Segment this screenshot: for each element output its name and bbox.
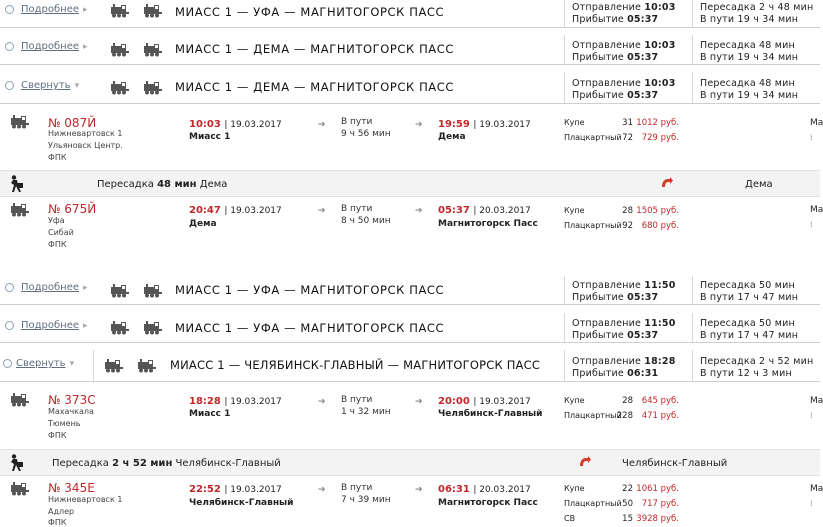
divider [564, 313, 565, 343]
train-number[interactable]: № 345Е [48, 481, 95, 495]
arrival-info: Прибытие 05:37 [572, 90, 659, 101]
seat-count: 22 [622, 484, 633, 494]
chevron-down-icon: ▾ [74, 80, 80, 91]
trip-duration: В пути 17 ч 47 мин [700, 330, 799, 341]
train-leg[interactable] [0, 108, 823, 172]
transfer-info: Пересадка 2 ч 52 мин [700, 356, 814, 367]
chevron-right-icon: ▸ [83, 4, 88, 15]
train-icon [104, 359, 124, 373]
destination-station: Адлер [48, 507, 75, 516]
route-name: МИАСС 1 — УФА — МАГНИТОГОРСК ПАСС [175, 5, 445, 19]
seat-count: 28 [622, 396, 633, 406]
travel-time-label: В пути [341, 117, 373, 127]
transfer-info: Пересадка 48 мин [700, 40, 795, 51]
arrival-station: Магнитогорск Пасс [438, 498, 538, 508]
origin-station: Уфа [48, 216, 65, 225]
train-leg[interactable] [0, 386, 823, 450]
row-divider [0, 103, 820, 104]
travel-time: 9 ч 56 мин [341, 129, 391, 139]
arrival-info: Прибытие 05:37 [572, 330, 659, 341]
details-toggle[interactable] [5, 4, 88, 15]
turn-around-icon [660, 176, 674, 190]
divider [692, 313, 693, 343]
chevron-right-icon: ▸ [83, 282, 88, 293]
chevron-right-icon: ▸ [83, 41, 88, 52]
radio-button[interactable] [5, 283, 14, 292]
train-icon [10, 393, 30, 407]
seat-price[interactable]: 645 руб. [641, 396, 679, 406]
divider [564, 35, 565, 65]
collapse-toggle[interactable] [3, 358, 74, 369]
transfer-city: Дема [745, 179, 773, 190]
cut-off-marker: ⁞ [810, 220, 813, 229]
radio-button[interactable] [5, 5, 14, 14]
trip-duration: В пути 19 ч 34 мин [700, 52, 799, 63]
carrier: ФПК [48, 431, 67, 440]
train-icon [110, 284, 130, 298]
wagon-icon [143, 43, 163, 57]
collapse-link[interactable]: Свернуть [16, 358, 66, 369]
origin-station: Нижневартовск 1 [48, 495, 123, 504]
route-name: МИАСС 1 — УФА — МАГНИТОГОРСК ПАСС [175, 321, 445, 335]
arrow-right-icon: ➔ [415, 397, 423, 407]
train-icon [10, 115, 30, 129]
wagon-icon [143, 321, 163, 335]
arrow-right-icon: ➔ [415, 206, 423, 216]
origin-station: Нижневартовск 1 [48, 129, 123, 138]
divider [564, 276, 565, 305]
arrival-station: Дема [438, 132, 466, 142]
arrival-time: 19:59 | 19.03.2017 [438, 119, 531, 130]
seat-price[interactable]: 1505 руб. [636, 206, 679, 216]
trip-duration: В пути 19 ч 34 мин [700, 90, 799, 101]
seat-count: 28 [622, 206, 633, 216]
arrival-info: Прибытие 05:37 [572, 292, 659, 303]
cut-off-label: Ма [810, 396, 823, 406]
transfer-text: Пересадка 2 ч 52 мин Челябинск-Главный [52, 458, 281, 469]
cut-off-marker: ⁞ [810, 499, 813, 508]
departure-info: Отправление 10:03 [572, 78, 676, 89]
seat-class: Купе [564, 206, 585, 215]
destination-station: Сибай [48, 228, 74, 237]
train-icon [110, 321, 130, 335]
cut-off-label: Ма [810, 484, 823, 494]
seat-price[interactable]: 729 руб. [641, 133, 679, 143]
departure-station: Миасс 1 [189, 409, 231, 419]
row-divider [0, 381, 820, 382]
divider [692, 350, 693, 382]
train-icon [110, 4, 130, 18]
train-icon [110, 43, 130, 57]
seat-price[interactable]: 1012 руб. [636, 118, 679, 128]
seat-price[interactable]: 1061 руб. [636, 484, 679, 494]
departure-station: Челябинск-Главный [189, 498, 294, 508]
transfer-banner [0, 170, 820, 197]
seat-class: Плацкартный [564, 133, 622, 142]
train-number[interactable]: № 373С [48, 393, 96, 407]
row-divider [0, 27, 820, 28]
train-icon [110, 81, 130, 95]
divider [692, 0, 693, 28]
arrival-info: Прибытие 05:37 [572, 52, 659, 63]
row-divider [0, 342, 820, 343]
cut-off-marker: ⁞ [810, 411, 813, 420]
trip-duration: В пути 17 ч 47 мин [700, 292, 799, 303]
radio-button[interactable] [5, 42, 14, 51]
arrival-station: Челябинск-Главный [438, 409, 543, 419]
travel-time: 1 ч 32 мин [341, 407, 391, 417]
trip-duration: В пути 19 ч 34 мин [700, 14, 799, 25]
train-leg[interactable] [0, 196, 823, 260]
details-toggle[interactable] [5, 320, 88, 331]
arrival-info: Прибытие 05:37 [572, 14, 659, 25]
seat-price[interactable]: 680 руб. [641, 221, 679, 231]
arrival-station: Магнитогорск Пасс [438, 219, 538, 229]
route-row[interactable] [0, 72, 820, 104]
chevron-right-icon: ▸ [83, 320, 88, 331]
walking-person-icon [8, 175, 24, 193]
radio-button[interactable] [5, 81, 14, 90]
train-icon [10, 482, 30, 496]
divider [564, 350, 565, 382]
transfer-text: Пересадка 48 мин Дема [97, 179, 228, 190]
cut-off-label: Ма [810, 205, 823, 215]
carrier: ФПК [48, 153, 67, 162]
details-link[interactable]: Подробнее [21, 320, 80, 331]
seat-count: 92 [622, 221, 633, 231]
departure-info: Отправление 10:03 [572, 40, 676, 51]
wagon-icon [143, 284, 163, 298]
carrier: ФПК [48, 518, 67, 527]
seat-count: 50 [622, 499, 633, 509]
route-row[interactable] [0, 0, 820, 28]
departure-time: 22:52 | 19.03.2017 [189, 484, 282, 495]
row-divider [0, 64, 820, 65]
arrival-info: Прибытие 06:31 [572, 368, 659, 379]
departure-station: Дема [189, 219, 217, 229]
details-link[interactable]: Подробнее [21, 4, 80, 15]
arrow-right-icon: ➔ [415, 485, 423, 495]
walking-person-icon [8, 454, 24, 472]
departure-time: 10:03 | 19.03.2017 [189, 119, 282, 130]
divider [93, 350, 94, 382]
travel-time-label: В пути [341, 204, 373, 214]
radio-button[interactable] [5, 321, 14, 330]
train-number[interactable]: № 087Й [48, 116, 97, 130]
route-name: МИАСС 1 — ЧЕЛЯБИНСК-ГЛАВНЫЙ — МАГНИТОГОРСК ПАСС [170, 358, 541, 372]
transfer-banner [0, 449, 820, 476]
seat-count: 72 [622, 133, 633, 143]
destination-station: Тюмень [48, 419, 81, 428]
seat-class: Плацкартный [564, 221, 622, 230]
transfer-city: Челябинск-Главный [622, 458, 728, 469]
cut-off-label: Ма [810, 118, 823, 128]
wagon-icon [143, 4, 163, 18]
arrow-right-icon: ➔ [415, 120, 423, 130]
travel-time-label: В пути [341, 395, 373, 405]
travel-time: 8 ч 50 мин [341, 216, 391, 226]
departure-time: 20:47 | 19.03.2017 [189, 205, 282, 216]
collapse-toggle[interactable] [5, 80, 79, 91]
divider [692, 72, 693, 104]
route-name: МИАСС 1 — ДЕМА — МАГНИТОГОРСК ПАСС [175, 80, 455, 94]
wagon-icon [137, 359, 157, 373]
transfer-info: Пересадка 2 ч 48 мин [700, 2, 814, 13]
seat-class: СВ [564, 514, 576, 523]
seat-price[interactable]: 717 руб. [641, 499, 679, 509]
arrival-time: 06:31 | 20.03.2017 [438, 484, 531, 495]
divider [692, 35, 693, 65]
divider [692, 276, 693, 305]
arrow-right-icon: ➔ [318, 397, 326, 407]
destination-station: Ульяновск Центр. [48, 141, 123, 150]
seat-price[interactable]: 3928 руб. [636, 514, 679, 524]
turn-around-icon [578, 455, 592, 469]
travel-time: 7 ч 39 мин [341, 495, 391, 505]
seat-count: 15 [622, 514, 633, 524]
route-name: МИАСС 1 — УФА — МАГНИТОГОРСК ПАСС [175, 283, 445, 297]
departure-info: Отправление 11:50 [572, 280, 676, 291]
cut-off-marker: ⁞ [810, 133, 813, 142]
details-toggle[interactable] [5, 282, 88, 293]
route-row[interactable] [0, 313, 820, 343]
trip-duration: В пути 12 ч 3 мин [700, 368, 792, 379]
divider [564, 0, 565, 28]
origin-station: Махачкала [48, 407, 94, 416]
train-leg[interactable] [0, 475, 823, 527]
departure-info: Отправление 10:03 [572, 2, 676, 13]
arrival-time: 05:37 | 20.03.2017 [438, 205, 531, 216]
seat-class: Плацкартный [564, 411, 622, 420]
arrow-right-icon: ➔ [318, 120, 326, 130]
route-name: МИАСС 1 — ДЕМА — МАГНИТОГОРСК ПАСС [175, 42, 455, 56]
route-row[interactable] [0, 350, 820, 382]
departure-info: Отправление 18:28 [572, 356, 676, 367]
seat-price[interactable]: 471 руб. [641, 411, 679, 421]
arrow-right-icon: ➔ [318, 206, 326, 216]
departure-info: Отправление 11:50 [572, 318, 676, 329]
details-link[interactable]: Подробнее [21, 41, 80, 52]
row-divider [0, 304, 820, 305]
transfer-info: Пересадка 50 мин [700, 280, 795, 291]
departure-time: 18:28 | 19.03.2017 [189, 396, 282, 407]
arrow-right-icon: ➔ [318, 485, 326, 495]
arrival-time: 20:00 | 19.03.2017 [438, 396, 531, 407]
seat-class: Купе [564, 396, 585, 405]
seat-count: 31 [622, 118, 633, 128]
carrier: ФПК [48, 240, 67, 249]
departure-station: Миасс 1 [189, 132, 231, 142]
wagon-icon [143, 81, 163, 95]
chevron-down-icon: ▾ [69, 358, 75, 369]
transfer-info: Пересадка 48 мин [700, 78, 795, 89]
seat-class: Купе [564, 484, 585, 493]
details-link[interactable]: Подробнее [21, 282, 80, 293]
seat-class: Купе [564, 118, 585, 127]
radio-button[interactable] [3, 359, 12, 368]
route-row[interactable] [0, 276, 820, 305]
train-number[interactable]: № 675Й [48, 202, 97, 216]
collapse-link[interactable]: Свернуть [21, 80, 71, 91]
travel-time-label: В пути [341, 483, 373, 493]
train-icon [10, 203, 30, 217]
transfer-info: Пересадка 50 мин [700, 318, 795, 329]
seat-class: Плацкартный [564, 499, 622, 508]
divider [564, 72, 565, 104]
details-toggle[interactable] [5, 41, 88, 52]
seat-count: 228 [616, 411, 633, 421]
route-row[interactable] [0, 35, 820, 65]
